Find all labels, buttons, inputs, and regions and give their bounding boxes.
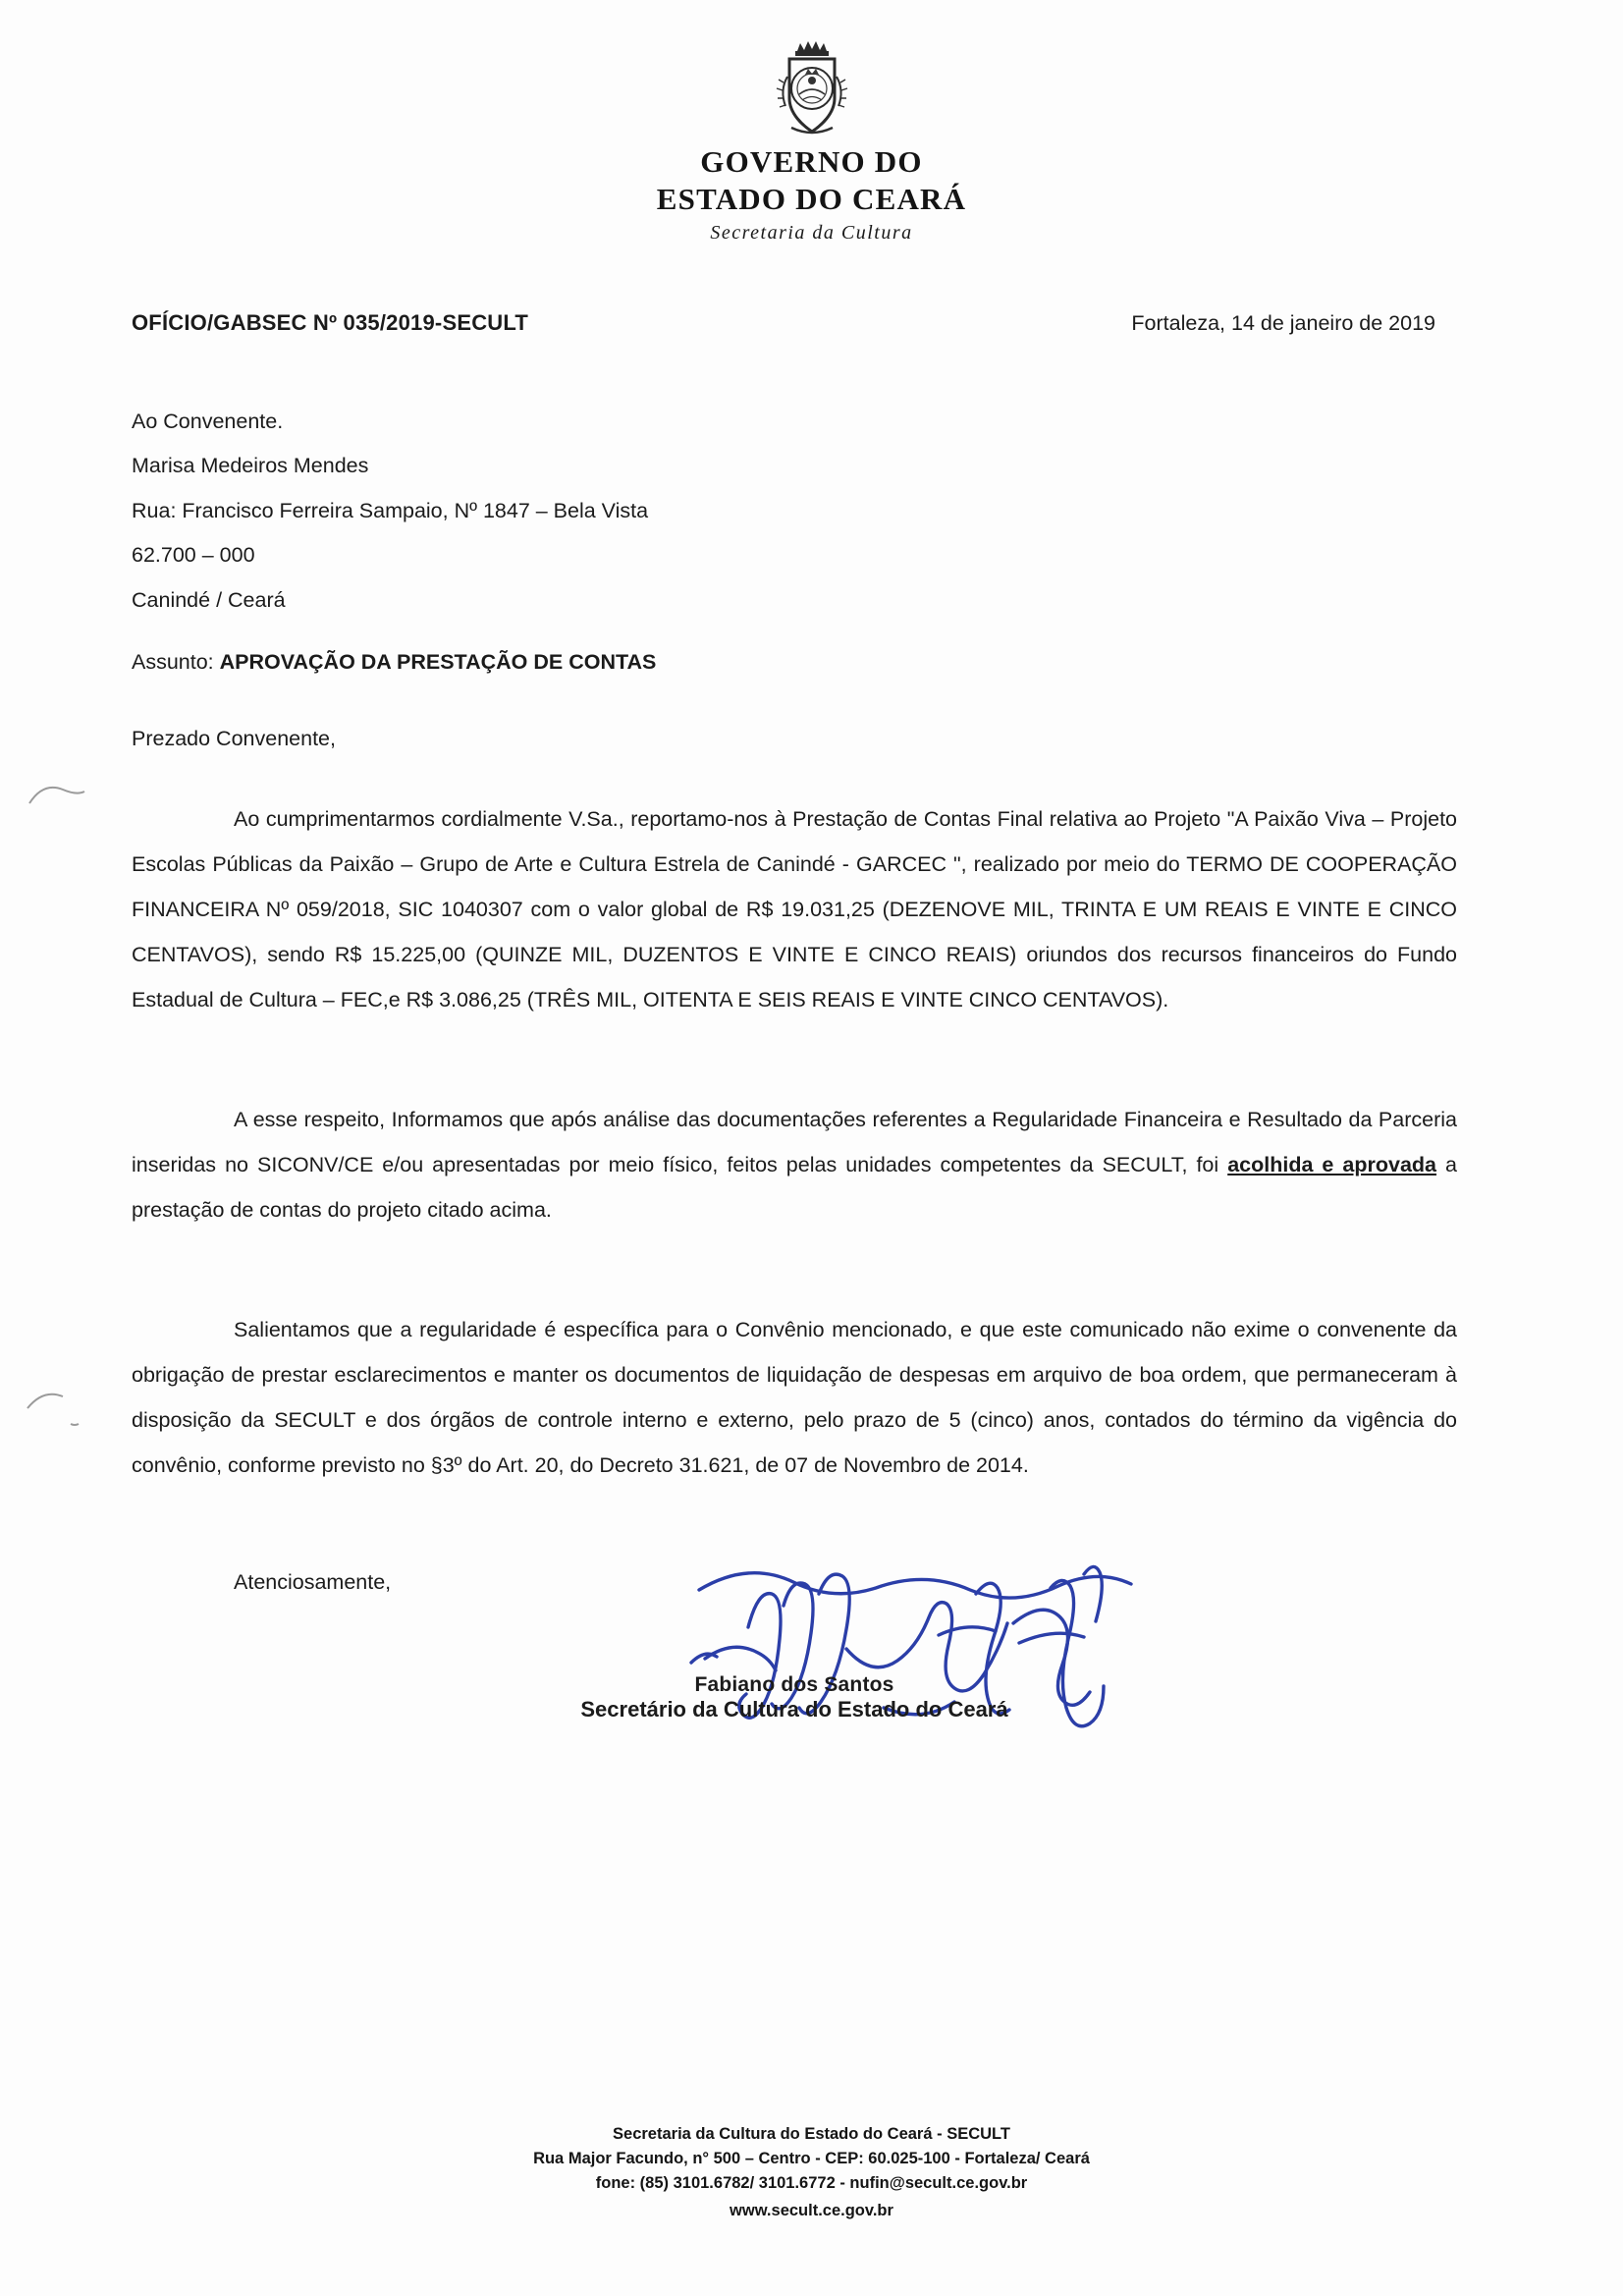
- addressee-block: [132, 411, 1457, 612]
- ceara-state-coat-of-arms-icon: [770, 37, 854, 139]
- addressee-line: Ao Convenente.: [132, 409, 284, 433]
- closing-salutation: Atenciosamente,: [234, 1570, 392, 1594]
- place-and-date: Fortaleza, 14 de janeiro de 2019: [1131, 311, 1435, 335]
- greeting: Prezado Convenente,: [132, 726, 336, 750]
- paragraph-2-emphasis: acolhida e aprovada: [1227, 1153, 1437, 1176]
- addressee-line: 62.700 – 000: [132, 543, 255, 567]
- letterhead: [0, 0, 1623, 245]
- paragraph-2: [132, 1097, 1457, 1232]
- signer-name: Fabiano dos Santos: [694, 1673, 894, 1696]
- letter-body: [132, 312, 1457, 1759]
- subject-value: APROVAÇÃO DA PRESTAÇÃO DE CONTAS: [219, 650, 657, 674]
- footer-line-1: Secretaria da Cultura do Estado do Ceará - SECULT: [613, 2125, 1010, 2143]
- addressee-line: Marisa Medeiros Mendes: [132, 454, 369, 477]
- addressee-line: Rua: Francisco Ferreira Sampaio, Nº 1847 – Bela Vista: [132, 498, 649, 522]
- footer-website: www.secult.ce.gov.br: [730, 2202, 893, 2219]
- paragraph-3: Salientamos que a regularidade é específica para o Convênio mencionado, e que este comunicado não exime o convenente da obrigação de prestar esclarecimentos e manter os documentos de liquidação de despesas em arquivo de boa ordem, que permaneceram à disposição da SECULT e dos órgãos de controle interno e externo, pelo prazo de 5 (cinco) anos, contados do término da vigência do convênio, conforme previsto no §3º do Art. 20, do Decreto 31.621, de 07 de Novembro de 2014.: [132, 1318, 1457, 1477]
- secretariat-subtitle: Secretaria da Cultura: [710, 222, 913, 244]
- government-line-1: GOVERNO DO: [700, 144, 923, 179]
- footer: [0, 2122, 1623, 2223]
- footer-line-2: Rua Major Facundo, n° 500 – Centro - CEP: 60.025-100 - Fortaleza/ Ceará: [533, 2150, 1090, 2167]
- paragraph-2-part-2: a prestação de contas do projeto citado acima.: [132, 1153, 1457, 1222]
- pen-mark-icon: [27, 776, 86, 815]
- pen-mark-icon: [26, 1387, 84, 1438]
- subject-label: Assunto:: [132, 650, 220, 674]
- letter-reference: OFÍCIO/GABSEC Nº 035/2019-SECULT: [132, 310, 529, 335]
- addressee-line: Canindé / Ceará: [132, 587, 286, 612]
- signer: [132, 1674, 1457, 1721]
- handwritten-signature-icon: [681, 1533, 1231, 1778]
- paragraph-1: Ao cumprimentarmos cordialmente V.Sa., reportamo-nos à Prestação de Contas Final relativa ao Projeto "A Paixão Viva – Projeto Escolas Públicas da Paixão – Grupo de Arte e Cultura Estrela de Canindé - GARCEC ", realizado por meio do TERMO DE COOPERAÇÃO FINANCEIRA Nº 059/2018, SIC 1040307 com o valor global de R$ 19.031,25 (DEZENOVE MIL, TRINTA E UM REAIS E VINTE E CINCO CENTAVOS), sendo R$ 15.225,00 (QUINZE MIL, DUZENTOS E VINTE E CINCO REAIS) oriundos dos recursos financeiros do Fundo Estadual de Cultura – FEC,e R$ 3.086,25 (TRÊS MIL, OITENTA E SEIS REAIS E VINTE CINCO CENTAVOS).: [132, 807, 1457, 1011]
- footer-line-3: fone: (85) 3101.6782/ 3101.6772 - nufin@secult.ce.gov.br: [595, 2174, 1028, 2192]
- subject-line: [132, 652, 1457, 674]
- signer-title: Secretário da Cultura do Estado do Ceará: [580, 1697, 1008, 1722]
- signature-block: [132, 1572, 1457, 1759]
- reference-row: [132, 312, 1457, 335]
- government-line-2: ESTADO DO CEARÁ: [656, 182, 967, 216]
- paragraph-2-part-1: A esse respeito, Informamos que após análise das documentações referentes a Regularidade Financeira e Resultado da Parceria inseridas no SICONV/CE e/ou apresentadas por meio físico, feitos pelas unidades competentes da SECULT, foi: [132, 1108, 1457, 1176]
